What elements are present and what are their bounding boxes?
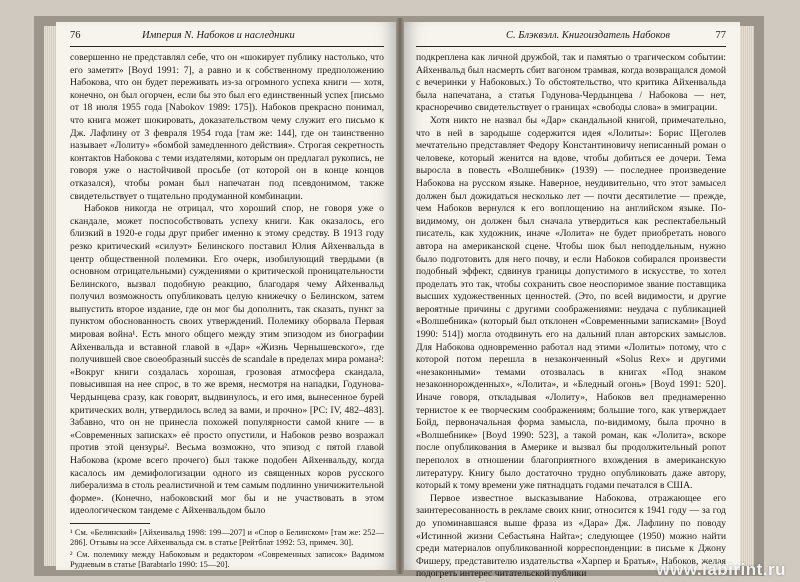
paragraph: совершенно не представлял себе, что он «шокирует публику настолько, что его заметят» [Boyd 1991: 7], а равно и к собственному предположению Набокова, что он будет переживать из-за огромного успеха книги — хотя, конечно, он был огорчен, если бы это был его единственный успех [письмо от 18 июля 1955 года [Nabokov 1989: 175]). Набоков прекрасно понимал, что книга может шокировать, доказательством чему служит его письмо к Дж. Лафлину от 3 февраля 1954 года [там же: 144], где он таинственно называет «Лолиту» «бомбой замедленного действия». Строгая секретность контактов Набокова с теми издателями, которым он предлагал рукопись, не говоря уже о настойчивой просьбе (от которой он в конце концов отказался), чтобы роман был напечатан под псевдонимом, также свидетельствует о тщательно продуманной комбинации. <box>70 52 384 202</box>
footnote-rule <box>70 523 150 524</box>
watermark: www.labirint.ru <box>656 560 786 579</box>
paragraph: подкреплена как личной дружбой, так и памятью о трагическом событии: Айхенвальд был насмерть сбит вагоном трамвая, когда возвращался домой с вечеринки у Набоковых.) То обстоятельство, что критика Айхенвальда была напечатана, а статья Годунова-Чердынцева / Набокова — нет, красноречиво свидетельствует о границах «свободы слова» в эмиграции. <box>416 52 726 114</box>
running-head-title-left: Империя N. Набоков и наследники <box>142 30 295 41</box>
body-text-right <box>416 52 726 581</box>
paragraph: Хотя никто не назвал бы «Дар» скандальной книгой, примечательно, что в ней в зародыше содержится идея «Лолиты»: Борис Щеголев мечтательно представляет Федору Константиновичу неписанный роман о человеке, который женится на вдове, чтобы добиться ее дочери. Тема выросла в повесть «Волшебник» (1939) — последнее произведение Набокова на русском языке. Наверное, неудивительно, что этот замысел должен был дожидаться несколько лет — почти десятилетие — прежде, чем Набоков вернулся к его воплощению на английском языке. По-видимому, он должен был сначала утвердиться как респектабельный писатель, как художник, иначе «Лолита» не будет приобретать нового автора на американской сцене. Чтобы шок был неподдельным, нужно было подготовить для него почву, и если Набоков собирался произвести подобный эффект, сдвинув границы допустимого в искусстве, то хотел проделать это так, чтобы сохранить свое неоспоримое звание поставщика высших художественных ценностей. (Это, по всей видимости, и другие вероятные причины с другими соображениями: неудача с публикацией «Волшебника» (который был отклонен «Современными записками» [Boyd 1990: 514]) могла отодвинуть его на дальний план авторских замыслов. Для Набокова одновременно работал над этими «Лолиты» потому, что с которой потом перешла в незаконченный «Solus Rex» и другими «незаконными» темами отозвалась в книгах «Под знаком незаконнорожденных», «Лолита», и «Бледный огонь» [Boyd 1991: 520]. Иначе говоря, откладывая «Лолиту», Набоков вел преднамеренно тернистое к ее творческим соображениям; большие того, как утверждает Бойд, первоначальная форма замысла, по-видимому, была прочно в «Волшебнике» [Boyd 1990: 523], а такой роман, как «Лолита», вскоре после опубликования в Америке и вызвал бы продолжительный ропот переполох в отношении благоприятного вхождения в американскую литературу. Книгу было достаточно трудно опубликовать даже автору, который к тому времени уже пятнадцать годами печатался в США. <box>416 114 726 492</box>
paragraph: Первое известное высказывание Набокова, отражающее его заинтересованность в рекламе своих книг, относится к 1941 году — за год до упоминавшаяся выше фраза из «Дара» Дж. Лафлину по поводу «Истинной жизни Себастьяна Найта»; следующее (1950) можно найти среди материалов опубликованной корреспонденции: в письме к Джону Фишеру, представителю издательства «Харпер и Братья», Набоков, желая подогреть интерес читательской публики <box>416 492 726 580</box>
page-number-left: 76 <box>70 30 81 41</box>
page-number-right: 77 <box>715 30 726 41</box>
footnote: ¹ См. «Белинский» [Айхенвальд 1998: 199—207] и «Спор о Белинском» [там же: 252—286]. Отзывы на эссе Айхенвальда см. в статье [Рейтблат 1992: 53, примеч. 30]. <box>70 527 384 548</box>
body-text-left <box>70 52 384 571</box>
footnote: ² См. полемику между Набоковым и редактором «Современных записок» Вадимом Рудневым в статье [Barabtarlo 1990: 15—20]. <box>70 549 384 570</box>
page-edges-right <box>740 26 754 566</box>
page-edges-left <box>44 26 56 566</box>
header-rule-left <box>70 46 384 47</box>
paragraph: Набоков никогда не отрицал, что хороший спор, не говоря уже о скандале, может поспособствовать успеху книги. Как оказалось, его близкий в 1920-е годы друг прибег именно к этому средству. В 1913 году резко критический «силуэт» Белинского поставил Юлия Айхенвальда в центр общественной полемики. Его очерк, изобилующий твердыми (в основном отрицательными) суждениями о критической проницательности Белинского, вызвал подобную реакцию, благодаря чему Айхенвальд получил возможность опубликовать целую книжечку о Белинском, затем выпустить второе издание, где он мог бы дополнить, так сказать, пункт за пунктом обоснованность своих утверждений. Полемику оборвала Первая мировая война¹. Есть много общего между этим эпизодом из биографии Айхенвальда и вставной главой в «Дар» «Жизнь Чернышевского», где получившей свое своеобразный succès de scandale в пределах мира романа²: «Вокруг книги создалась хорошая, грозовая атмосфера скандала, повысившая на нее спрос, в то же время, несмотря на нападки, Годунова-Чердынцева сразу, как говорят, выдвинулось, и его имя, вынесенное бурей критических волн, утвердилось вслед за вами, и прочно» [РС: IV, 482–483]. Забавно, что он не принесла похожей популярности самой книге — в «Современных записках» её просто опустили, и Набоков резво возражал против этой цензуры². Весьма возможно, что эпизод с пятой главой Набокова (кроме всего прочего) был также подобен Айхенвальду, когда касалось им демифологизации одного из священных коров русского либерализма в столь реалистичной и тем самым подлинно уничижительной форме». (Конечно, набоковский мог бы и не участвовать в этом идеологическом тандеме с Айхенвальдом было <box>70 203 384 517</box>
header-rule-right <box>416 46 726 47</box>
running-head-left <box>70 30 384 44</box>
running-head-right <box>416 30 726 44</box>
left-page <box>56 22 396 570</box>
running-head-title-right: С. Блэквэлл. Книгоиздатель Набоков <box>506 30 670 41</box>
book-gutter <box>396 18 404 574</box>
